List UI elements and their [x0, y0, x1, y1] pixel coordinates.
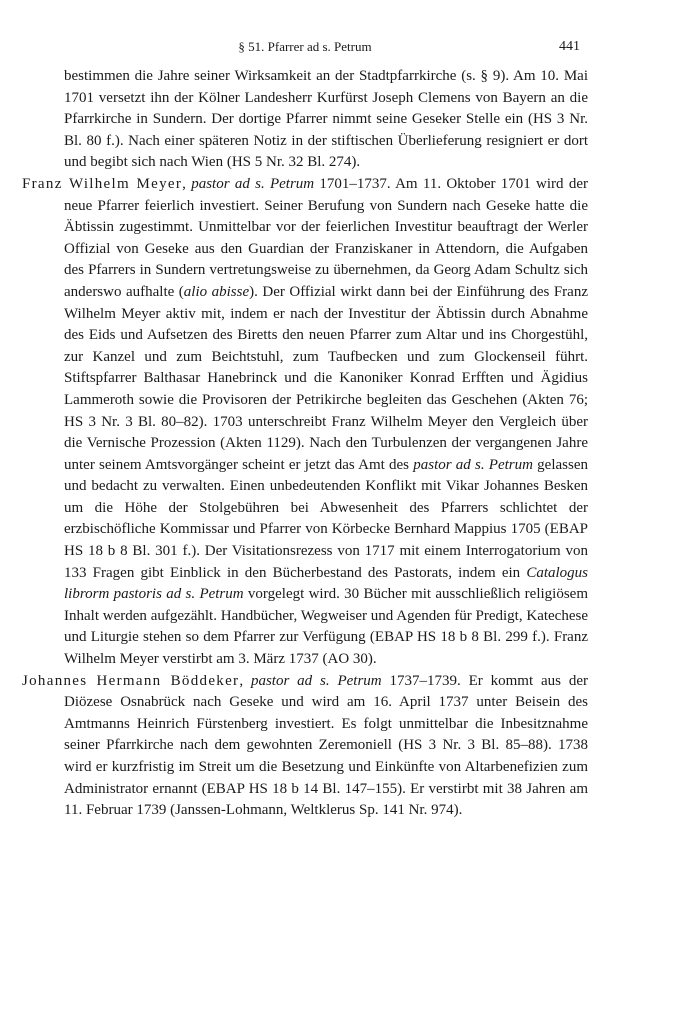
text-run: 1737–1739. Er kommt aus der Diözese Osnabrück nach Geseke und wird am 16. April 1737 unter Beisein des Amtmanns Heinrich Fürstenberg investiert. Es folgt unmittelbar die Inbesitznahme seiner Pfarrkirche nach dem gewohnten Zeremoniell (HS 3 Nr. 3 Bl. 85–88). 1738 wird er kurzfristig im Streit um die Besetzung und Einkünfte von Altarbenefizien zum Administrator ernannt (EBAP HS 18 b 14 Bl. 147–155). Er verstirbt mit 38 Jahren am 11. Februar 1739 (Janssen-Lohmann, Weltklerus Sp. 141 Nr. 974).	[64, 672, 589, 819]
entry-franz-wilhelm-meyer	[22, 174, 588, 671]
italic-text: pastor ad s. Petrum	[413, 456, 533, 473]
running-head	[0, 37, 700, 57]
page-number: 441	[559, 39, 580, 54]
italic-text: alio abisse	[183, 283, 250, 300]
text-run: ,	[182, 175, 192, 192]
italic-text: pastor ad s. Petrum	[191, 175, 315, 192]
section-title: § 51. Pfarrer ad s. Petrum	[238, 39, 372, 54]
text-run: 1701–1737. Am 11. Oktober 1701 wird der neue Pfarrer feierlich investiert. Seiner Berufung von Sundern nach Geseke hatte die Äbtissin zugestimmt. Unmittelbar vor der feierlichen Investitur beauftragt der Werler Offizial von Geseke aus den Guardian der Franziskaner in Attendorn, die Aufgaben des Pfarrers in Sundern vertretungsweise zu übernehmen, da Georg Adam Schultz sich anderswo aufhalte (	[64, 175, 588, 300]
text-run: bestimmen die Jahre seiner Wirksamkeit an der Stadtpfarrkirche (s. § 9). Am 10. Mai 1701 versetzt ihn der Kölner Landesherr Kurfürst Joseph Clemens von Bayern an die Pfarrkirche in Sundern. Der dortige Pfarrer nimmt seine Geseker Stelle ein (HS 3 Nr. Bl. 80 f.). Nach einer späteren Notiz in der stiftischen Überlieferung resigniert er dort und begibt sich nach Wien (HS 5 Nr. 32 Bl. 274).	[64, 68, 588, 171]
body-text	[22, 66, 588, 822]
text-run: ,	[239, 672, 251, 689]
text-run: ). Der Offizial wirkt dann bei der Einführung des Franz Wilhelm Meyer aktiv mit, indem er nach der Investitur der Äbtissin durch Abnahme des Eids und Aufsetzen des Biretts den neuen Pfarrer zum Altar und ins Chorgestühl, zur Kanzel und zum Beichtstuhl, zum Taufbecken und zum Glockenseil führt. Stiftspfarrer Balthasar Hanebrinck und die Kanoniker Konrad Erfften und Ägidius Lammeroth sowie die Provisoren der Petrikirche begleiten das Geschehen (Akten 76; HS 3 Nr. 3 Bl. 80–82). 1703 unterschreibt Franz Wilhelm Meyer den Vergleich über die Vernische Prozession (Akten 1129). Nach den Turbulenzen der vergangenen Jahre unter seinem Amtsvorgänger scheint er jetzt das Amt des	[64, 283, 588, 473]
person-name: Johannes Hermann Böddeker	[22, 672, 240, 689]
text-run: gelassen und bedacht zu verwalten. Einen unbedeutenden Konflikt mit Vikar Johannes Besken um die Höhe der Stolgebühren bei Abwesenheit des Pfarrers schlichtet der erzbischöfliche Kommissar und Pfarrer von Körbecke Bernhard Mappius 1705 (EBAP HS 18 b 8 Bl. 301 f.). Der Visitationsrezess von 1717 mit einem Interrogatorium von 133 Fragen gibt Einblick in den Bücherbestand des Pastorats, indem ein	[64, 456, 588, 581]
text-run: vorgelegt wird. 30 Bücher mit ausschließlich religiösem Inhalt werden aufgezählt. Handbücher, Wegweiser und Agenden für Predigt, Katechese und Liturgie stehen so dem Pfarrer zur Verfügung (EBAP HS 18 b 8 Bl. 299 f.). Franz Wilhelm Meyer verstirbt am 3. März 1737 (AO 30).	[64, 586, 588, 668]
person-name: Franz Wilhelm Meyer	[22, 175, 183, 192]
paragraph-continued	[22, 66, 588, 174]
italic-text: Catalogus librorm pastoris ad s. Petrum	[64, 564, 588, 603]
entry-johannes-hermann-boeddeker	[22, 671, 588, 822]
italic-text: pastor ad s. Petrum	[250, 672, 382, 689]
